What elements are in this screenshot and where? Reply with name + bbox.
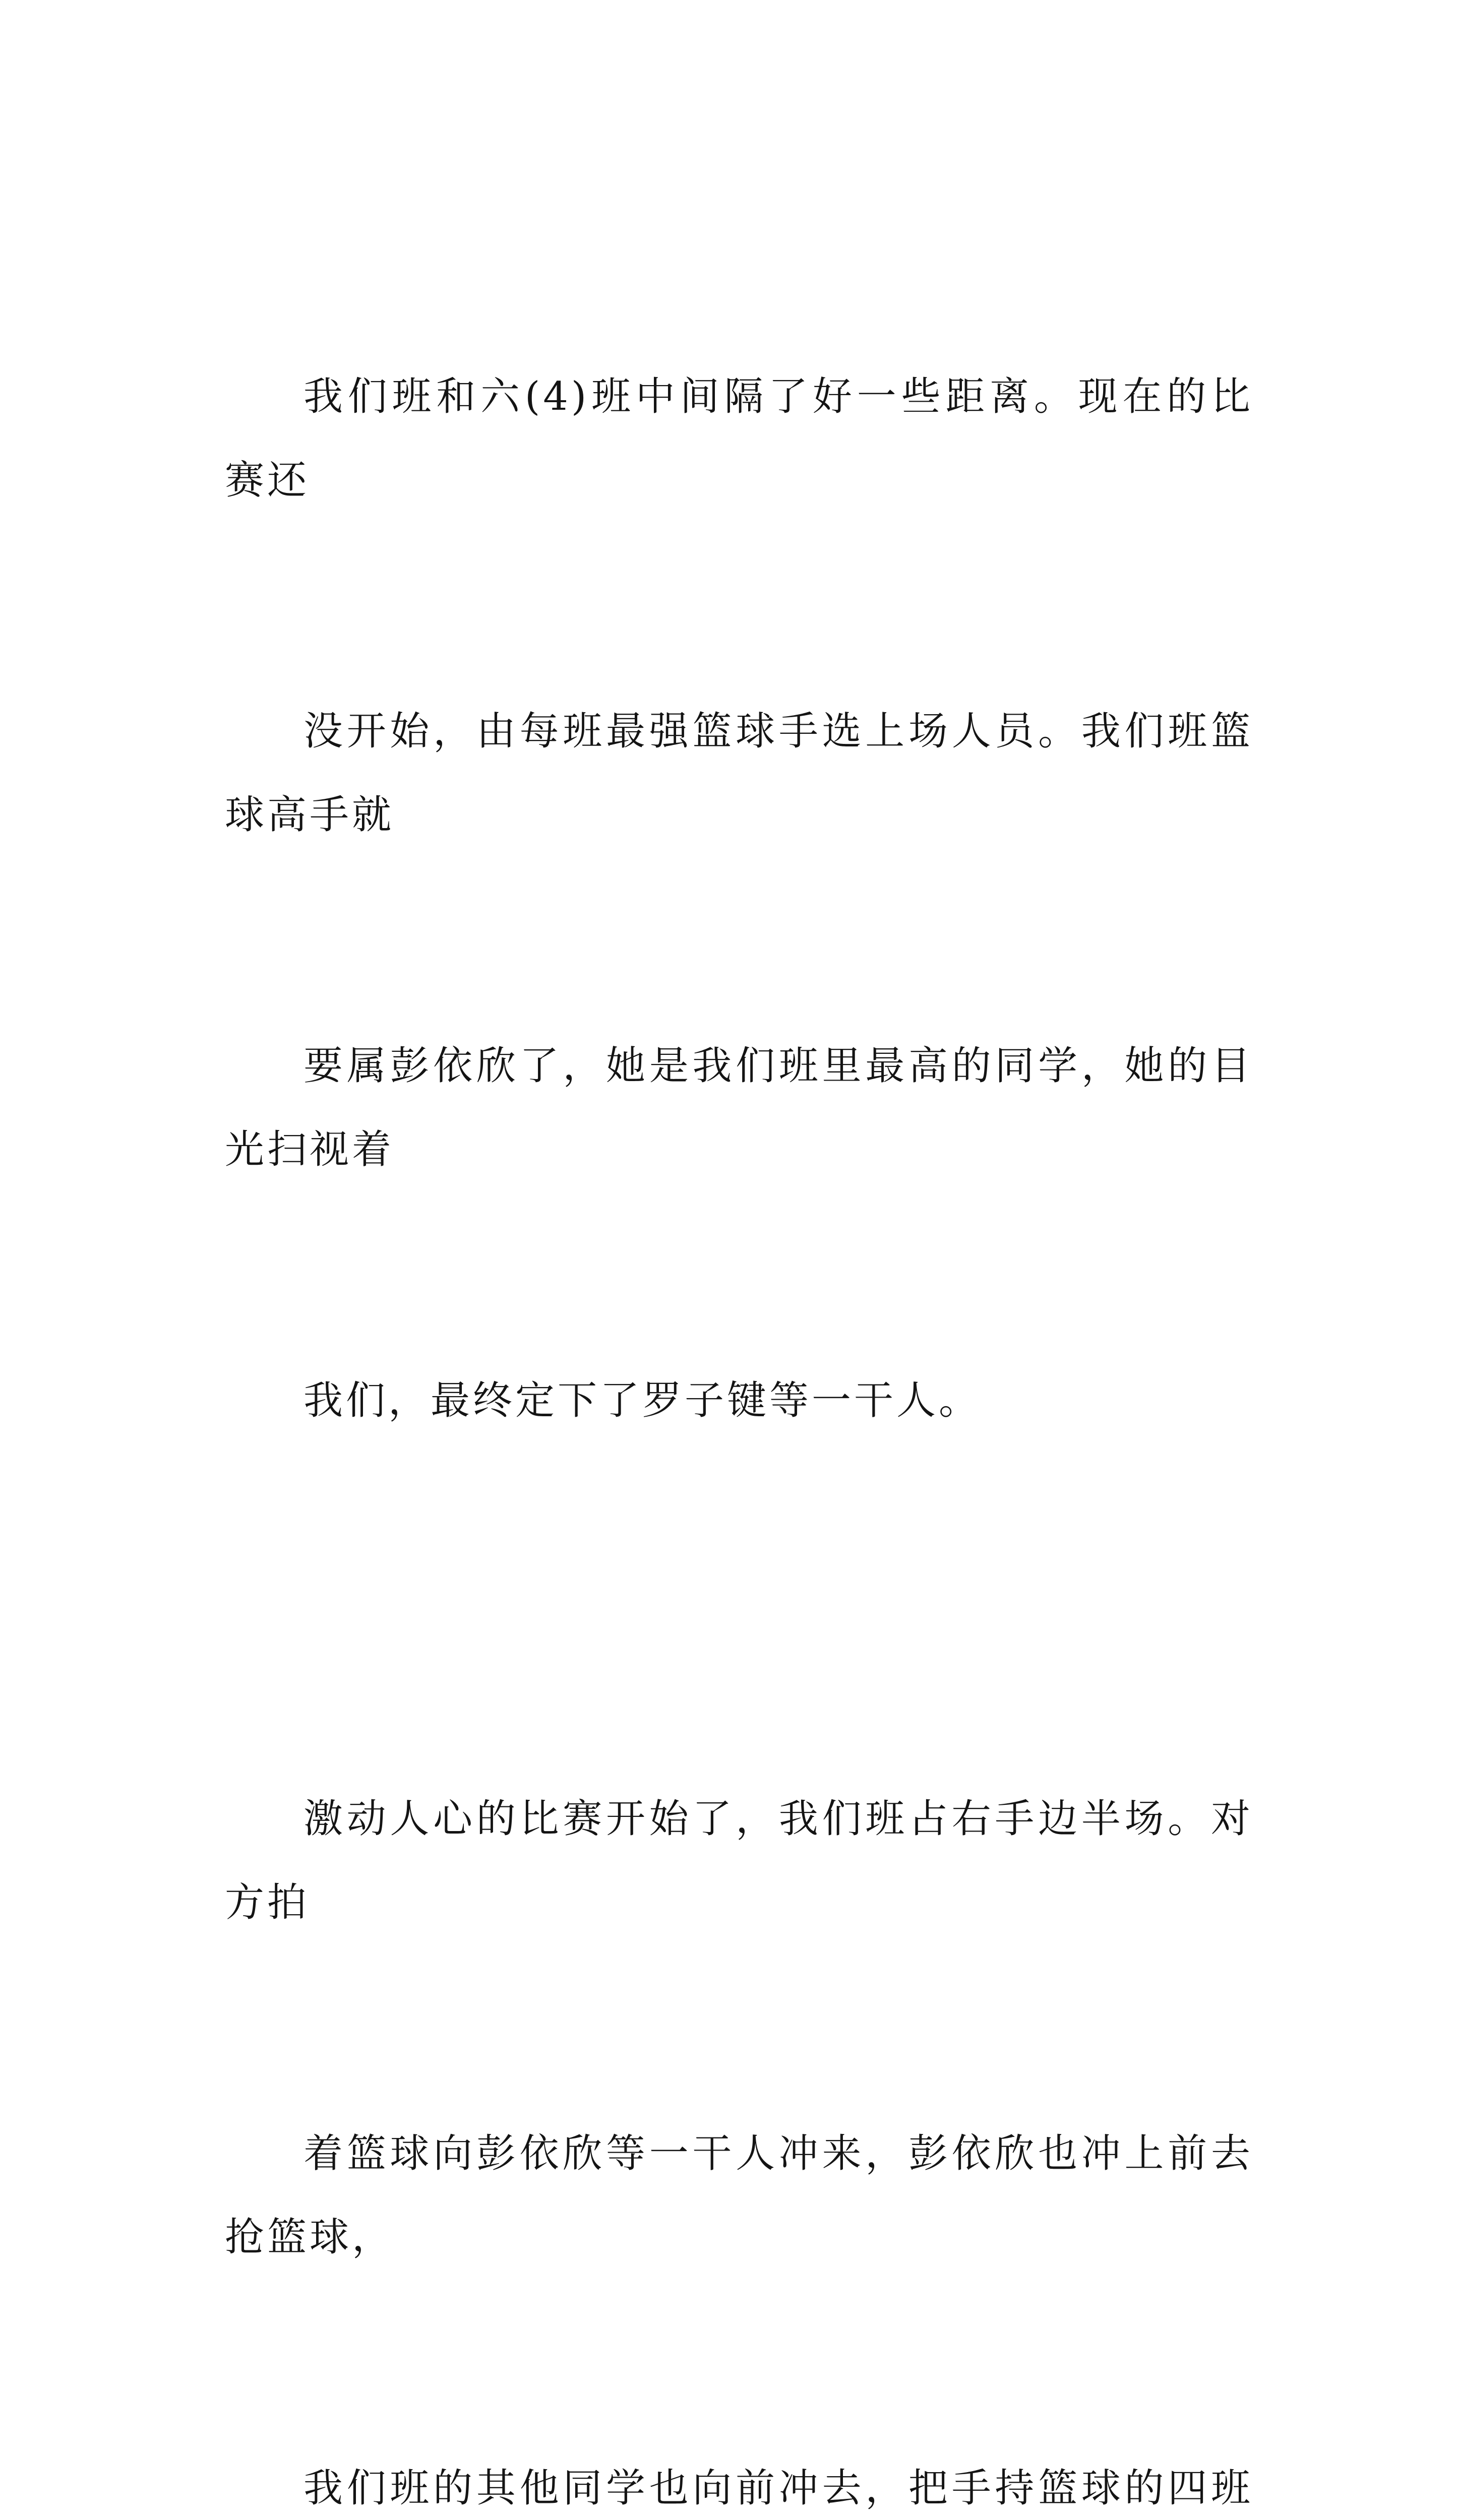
text-line: 我们，最终定下了罗子键等一干人。 bbox=[303, 1378, 982, 1423]
body-text bbox=[225, 187, 1253, 2520]
text-line: 我们班的其他同学也向前冲去，把手持篮球的四班 bbox=[303, 2466, 1253, 2511]
text-line: 着篮球向彭依欣等一干人冲来，彭依欣也冲上前去抢篮球， bbox=[225, 2131, 1253, 2260]
text-line: 我们班和六(4)班中间隔了好一些距离。现在的比赛还 bbox=[225, 374, 1253, 503]
text-line: 要属彭依欣了，她是我们班里最高的同学，她的目光扫视着 bbox=[225, 1043, 1253, 1172]
text-line: 没开始，由每班最强篮球手选上场人员。我们班篮球高手就 bbox=[225, 709, 1253, 838]
paragraph-1 bbox=[225, 187, 1253, 1610]
text-line: 激动人心的比赛开始了，我们班占右手边半场。对方拍 bbox=[225, 1796, 1253, 1925]
paragraph-2 bbox=[225, 1610, 1253, 2520]
